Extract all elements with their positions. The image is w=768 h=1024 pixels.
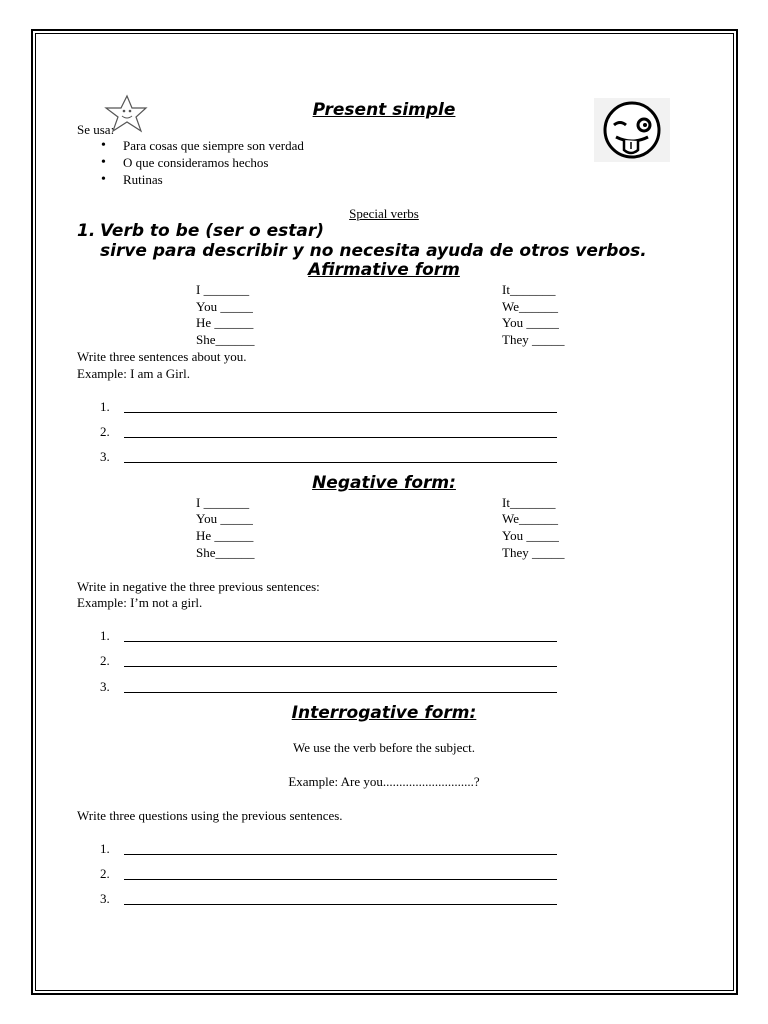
interrogative-example: Example: Are you............................? bbox=[288, 774, 480, 789]
bullet-item: • Para cosas que siempre son verdad bbox=[123, 138, 304, 154]
negative-example: Example: I’m not a girl. bbox=[77, 595, 203, 610]
pronoun-blank: You _____ bbox=[502, 315, 559, 330]
line-number: 3. bbox=[100, 449, 110, 464]
pronoun-blank: We______ bbox=[502, 511, 558, 526]
pronoun-blank: They _____ bbox=[502, 332, 565, 347]
answer-line[interactable] bbox=[100, 449, 560, 465]
answer-line[interactable] bbox=[100, 679, 560, 695]
line-number: 1. bbox=[100, 628, 110, 643]
answer-line[interactable] bbox=[100, 628, 560, 644]
line-number: 3. bbox=[100, 891, 110, 906]
intro-text: Se usa: bbox=[77, 122, 115, 137]
affirmative-instruction: Write three sentences about you. bbox=[77, 349, 247, 364]
line-number: 2. bbox=[100, 653, 110, 668]
pronoun-blank: You _____ bbox=[502, 528, 559, 543]
pronoun-blank: I _______ bbox=[196, 495, 250, 510]
pronoun-blank: You _____ bbox=[196, 299, 253, 314]
line-number: 2. bbox=[100, 424, 110, 439]
answer-line[interactable] bbox=[100, 891, 560, 907]
pronoun-blank: I _______ bbox=[196, 282, 250, 297]
page-title: Present simple bbox=[312, 100, 456, 120]
negative-instruction: Write in negative the three previous sentences: bbox=[77, 579, 320, 594]
bullet-item: • O que consideramos hechos bbox=[123, 155, 269, 171]
affirmative-example: Example: I am a Girl. bbox=[77, 366, 190, 381]
verb-subheading: sirve para describir y no necesita ayuda de otros verbos. bbox=[100, 241, 647, 261]
answer-line[interactable] bbox=[100, 399, 560, 415]
affirmative-heading: Afirmative form bbox=[308, 260, 460, 280]
pronoun-blank: He ______ bbox=[196, 528, 254, 543]
special-verbs-label: Special verbs bbox=[349, 206, 419, 221]
pronoun-blank: He ______ bbox=[196, 315, 254, 330]
pronoun-blank: We______ bbox=[502, 299, 558, 314]
negative-heading: Negative form: bbox=[312, 473, 456, 493]
line-number: 3. bbox=[100, 679, 110, 694]
line-number: 2. bbox=[100, 866, 110, 881]
pronoun-blank: It_______ bbox=[502, 495, 556, 510]
pronoun-blank: She______ bbox=[196, 545, 255, 560]
answer-line[interactable] bbox=[100, 424, 560, 440]
pronoun-blank: She______ bbox=[196, 332, 255, 347]
pronoun-blank: They _____ bbox=[502, 545, 565, 560]
answer-line[interactable] bbox=[100, 841, 560, 857]
verb-heading-number: 1. bbox=[77, 221, 96, 241]
bullet-item: • Rutinas bbox=[123, 172, 163, 188]
verb-heading: Verb to be (ser o estar) bbox=[100, 221, 324, 241]
line-number: 1. bbox=[100, 841, 110, 856]
interrogative-rule: We use the verb before the subject. bbox=[293, 740, 475, 755]
answer-line[interactable] bbox=[100, 866, 560, 882]
pronoun-blank: It_______ bbox=[502, 282, 556, 297]
interrogative-instruction: Write three questions using the previous sentences. bbox=[77, 808, 343, 823]
answer-line[interactable] bbox=[100, 653, 560, 669]
line-number: 1. bbox=[100, 399, 110, 414]
pronoun-blank: You _____ bbox=[196, 511, 253, 526]
interrogative-heading: Interrogative form: bbox=[291, 703, 477, 723]
